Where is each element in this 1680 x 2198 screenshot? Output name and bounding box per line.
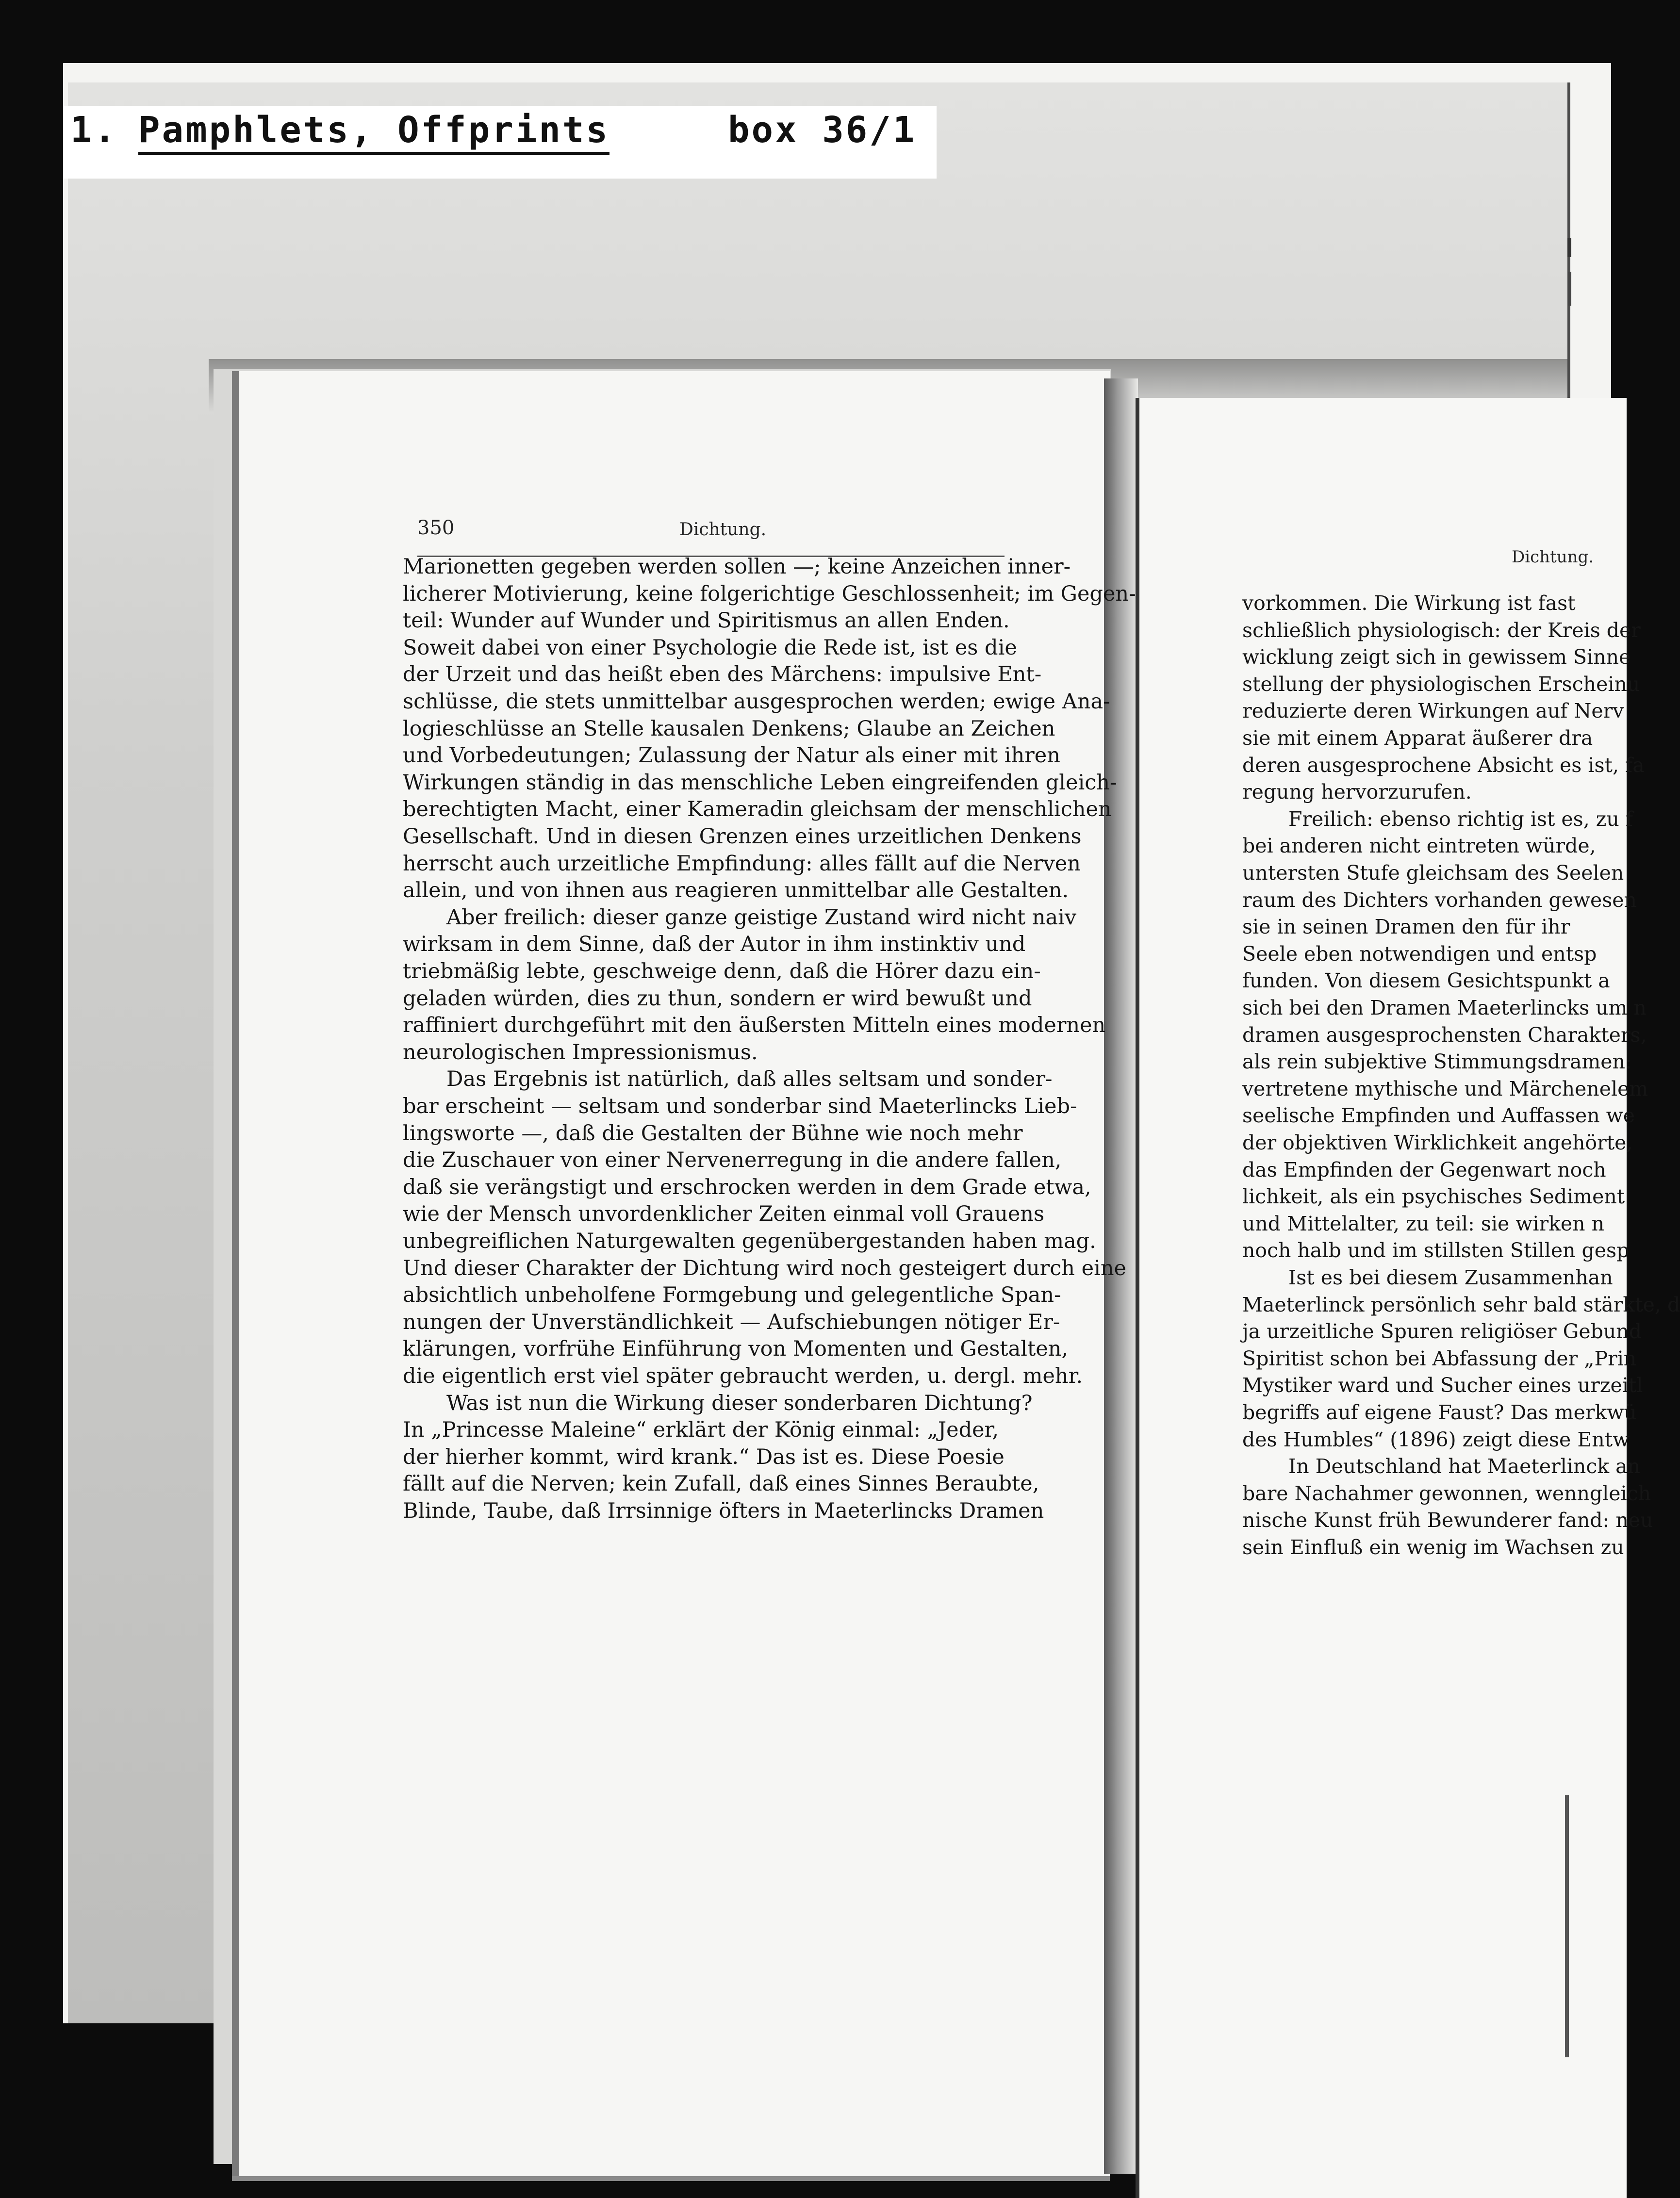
text-line: raum des Dichters vorhanden gewesen — [1242, 888, 1637, 912]
text-line: das Empfinden der Gegenwart noch — [1242, 1158, 1606, 1181]
text-line: und Mittelalter, zu teil: sie wirken n — [1242, 1212, 1605, 1235]
text-line: lichkeit, als ein psychisches Sediment — [1242, 1185, 1625, 1209]
text-line: Marionetten gegeben werden sollen —; keine Anzeichen inner- — [403, 555, 1071, 579]
text-line: bare Nachahmer gewonnen, wenngleich — [1242, 1481, 1651, 1505]
text-line: Und dieser Charakter der Dichtung wird noch gesteigert durch eine — [403, 1256, 1126, 1280]
text-line: In „Princesse Maleine“ erklärt der König einmal: „Jeder, — [403, 1418, 999, 1443]
text-line: untersten Stufe gleichsam des Seelen — [1242, 861, 1624, 885]
text-line: vorkommen. Die Wirkung ist fast — [1242, 591, 1576, 615]
text-line: funden. Von diesem Gesichtspunkt a — [1242, 969, 1610, 993]
text-line: ja urzeitliche Spuren religiöser Gebund — [1242, 1320, 1642, 1344]
text-line: Spiritist schon bei Abfassung der „Prin — [1242, 1346, 1637, 1370]
text-line: Mystiker ward und Sucher eines urzeitl — [1242, 1374, 1643, 1397]
text-line: regung hervorzurufen. — [1242, 780, 1472, 804]
text-line: logieschlüsse an Stelle kausalen Denkens; Glaube an Zeichen — [403, 716, 1055, 741]
text-line: seelische Empfinden und Auffassen we — [1242, 1104, 1635, 1128]
text-line: Gesellschaft. Und in diesen Grenzen eines urzeitlichen Denkens — [403, 824, 1082, 849]
text-line: Blinde, Taube, daß Irrsinnige öfters in Maeterlincks Dramen — [403, 1499, 1044, 1523]
text-line: und Vorbedeutungen; Zulassung der Natur als einer mit ihren — [403, 743, 1060, 768]
text-line: sein Einfluß ein wenig im Wachsen zu — [1242, 1536, 1624, 1559]
label-text — [70, 109, 917, 276]
label-box: box 36/1 — [728, 109, 917, 151]
text-line: wie der Mensch unvordenklicher Zeiten einmal voll Grauens — [403, 1202, 1045, 1227]
text-line: der objektiven Wirklichkeit angehörte, — [1242, 1131, 1633, 1154]
text-line: fällt auf die Nerven; kein Zufall, daß eines Sinnes Beraubte, — [403, 1472, 1039, 1496]
text-line: klärungen, vorfrühe Einführung von Momenten und Gestalten, — [403, 1337, 1069, 1361]
text-line: berechtigten Macht, einer Kameradin gleichsam der menschlichen — [403, 797, 1112, 822]
text-line: unbegreiflichen Naturgewalten gegenübergestanden haben mag. — [403, 1229, 1096, 1253]
text-line: als rein subjektive Stimmungsdramen: — [1242, 1050, 1632, 1074]
text-line: Aber freilich: dieser ganze geistige Zustand wird nicht naiv — [446, 905, 1077, 930]
text-line: wicklung zeigt sich in gewissem Sinne — [1242, 645, 1631, 669]
text-line: herrscht auch urzeitliche Empfindung: alles fällt auf die Nerven — [403, 851, 1081, 876]
text-line: des Humbles“ (1896) zeigt diese Entw — [1242, 1427, 1630, 1451]
text-line: daß sie verängstigt und erschrocken werden in dem Grade etwa, — [403, 1175, 1091, 1199]
running-head: Dichtung. — [679, 520, 767, 540]
text-line: Das Ergebnis ist natürlich, daß alles seltsam und sonder- — [446, 1067, 1053, 1092]
text-line: Wirkungen ständig in das menschliche Leben eingreifenden gleich- — [403, 770, 1117, 795]
text-line: Was ist nun die Wirkung dieser sonderbaren Dichtung? — [446, 1391, 1033, 1415]
text-line: die Zuschauer von einer Nervenerregung in die andere fallen, — [403, 1148, 1062, 1173]
text-line: sie in seinen Dramen den für ihr — [1242, 915, 1570, 939]
text-line: nungen der Unverständlichkeit — Aufschiebungen nötiger Er- — [403, 1310, 1060, 1334]
text-line: noch halb und im stillsten Stillen gesp — [1242, 1239, 1630, 1263]
text-line: bar erscheint — seltsam und sonderbar sind Maeterlincks Lieb- — [403, 1094, 1077, 1118]
page-number: 350 — [417, 517, 455, 539]
text-line: allein, und von ihnen aus reagieren unmittelbar alle Gestalten. — [403, 878, 1069, 903]
text-line: bei anderen nicht eintreten würde, — [1242, 834, 1596, 858]
right-page-text — [1242, 590, 1680, 1608]
text-line: begriffs auf eigene Faust? Das merkwü — [1242, 1401, 1637, 1424]
text-line: sie mit einem Apparat äußerer dra — [1242, 726, 1593, 750]
text-line: die eigentlich erst viel später gebraucht werden, u. dergl. mehr. — [403, 1364, 1083, 1388]
text-line: Ist es bei diesem Zusammenhan — [1288, 1266, 1613, 1289]
text-line: nische Kunst früh Bewunderer fand: neu — [1242, 1509, 1653, 1532]
left-page-header — [417, 517, 1005, 557]
right-running-head: Dichtung. — [1512, 547, 1594, 567]
text-line: neurologischen Impressionismus. — [403, 1040, 758, 1065]
text-line: geladen würden, dies zu thun, sondern er wird bewußt und — [403, 986, 1032, 1011]
text-line: In Deutschland hat Maeterlinck an — [1288, 1455, 1641, 1478]
text-line: absichtlich unbeholfene Formgebung und gelegentliche Span- — [403, 1283, 1061, 1308]
label-category: Pamphlets, Offprints — [138, 109, 610, 151]
text-line: der hierher kommt, wird krank.“ Das ist es. Diese Poesie — [403, 1444, 1005, 1469]
text-line: licherer Motivierung, keine folgerichtige Geschlossenheit; im Gegen- — [403, 581, 1136, 606]
label-number: 1. — [70, 109, 118, 151]
text-line: deren ausgesprochene Absicht es ist, fa — [1242, 753, 1645, 777]
text-line: Maeterlinck persönlich sehr bald stärkte, d — [1242, 1293, 1680, 1316]
text-line: Soweit dabei von einer Psychologie die Rede ist, ist es die — [403, 635, 1017, 660]
text-line: reduzierte deren Wirkungen auf Nerv — [1242, 699, 1624, 723]
text-line: raffiniert durchgeführt mit den äußersten Mitteln eines modernen — [403, 1013, 1106, 1038]
text-line: schlüsse, die stets unmittelbar ausgesprochen werden; ewige Ana- — [403, 689, 1110, 714]
text-line: lingsworte —, daß die Gestalten der Bühne wie noch mehr — [403, 1121, 1023, 1146]
text-line: dramen ausgesprochensten Charakters, — [1242, 1023, 1647, 1047]
text-line: vertretene mythische und Märchenelem — [1242, 1077, 1648, 1100]
text-line: der Urzeit und das heißt eben des Märchens: impulsive Ent- — [403, 662, 1042, 687]
text-line: teil: Wunder auf Wunder und Spiritismus an allen Enden. — [403, 608, 1010, 633]
text-line: triebmäßig lebte, geschweige denn, daß die Hörer dazu ein- — [403, 959, 1041, 984]
text-line: Freilich: ebenso richtig ist es, zu f — [1288, 807, 1633, 831]
text-line: Seele eben notwendigen und entsp — [1242, 942, 1597, 966]
text-line: schließlich physiologisch: der Kreis der — [1242, 618, 1641, 642]
text-line: stellung der physiologischen Erscheinu — [1242, 672, 1640, 696]
text-line: sich bei den Dramen Maeterlincks um n — [1242, 996, 1647, 1019]
text-line: wirksam in dem Sinne, daß der Autor in ihm instinktiv und — [403, 932, 1026, 957]
